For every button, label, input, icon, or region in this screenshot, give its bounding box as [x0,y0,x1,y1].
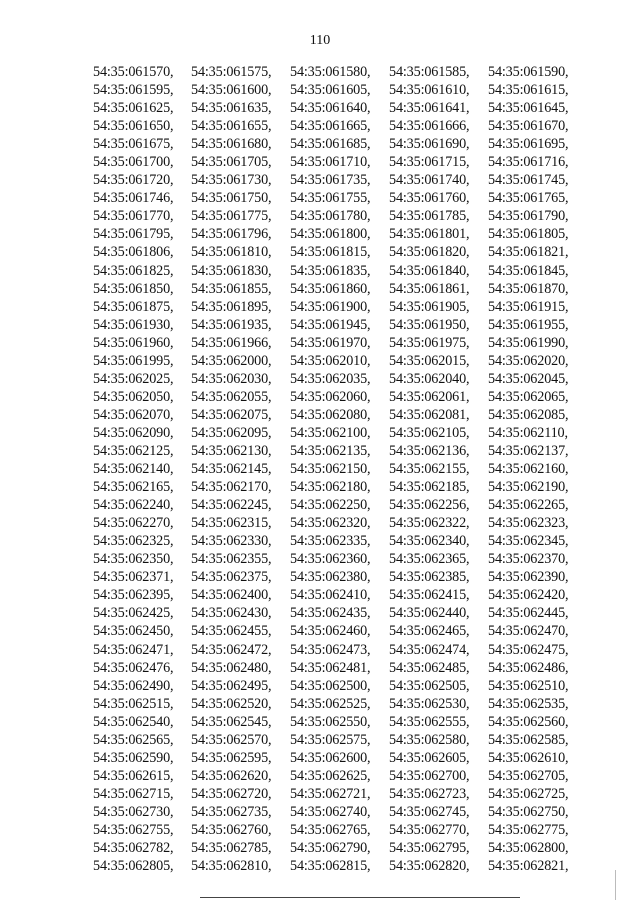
cadastral-number-cell: 54:35:062625, [290,767,371,784]
cadastral-number-cell: 54:35:062570, [191,731,272,748]
cadastral-number-cell: 54:35:061746, [93,190,174,207]
cadastral-number-cell: 54:35:062360, [290,551,371,568]
cadastral-number-cell: 54:35:062345, [488,533,569,550]
bottom-rule [200,897,520,898]
cadastral-number-cell: 54:35:061785, [389,208,470,225]
cadastral-number-cell: 54:35:062750, [488,803,569,820]
cadastral-number-cell: 54:35:062555, [389,713,470,730]
cadastral-number-cell: 54:35:061860, [290,280,371,297]
cadastral-number-cell: 54:35:062070, [93,406,174,423]
cadastral-number-cell: 54:35:062515, [93,695,174,712]
cadastral-number-cell: 54:35:061855, [191,280,272,297]
cadastral-number-cell: 54:35:061765, [488,190,569,207]
cadastral-number-cell: 54:35:062060, [290,388,371,405]
cadastral-number-cell: 54:35:061595, [93,82,174,99]
cadastral-number-cell: 54:35:062322, [389,515,470,532]
cadastral-number-cell: 54:35:061670, [488,118,569,135]
cadastral-number-cell: 54:35:061935, [191,316,272,333]
cadastral-number-cell: 54:35:062155, [389,461,470,478]
cadastral-number-cell: 54:35:061730, [191,172,272,189]
cadastral-number-cell: 54:35:062050, [93,388,174,405]
cadastral-number-cell: 54:35:062265, [488,497,569,514]
cadastral-number-cell: 54:35:061970, [290,334,371,351]
cadastral-number-cell: 54:35:062730, [93,803,174,820]
cadastral-number-cell: 54:35:061735, [290,172,371,189]
cadastral-number-cell: 54:35:062721, [290,785,371,802]
cadastral-number-cell: 54:35:062800, [488,840,569,857]
cadastral-number-cell: 54:35:062740, [290,803,371,820]
cadastral-number-cell: 54:35:062705, [488,767,569,784]
cadastral-number-cell: 54:35:061685, [290,136,371,153]
cadastral-number-cell: 54:35:062476, [93,659,174,676]
cadastral-number-cell: 54:35:062550, [290,713,371,730]
cadastral-number-cell: 54:35:062250, [290,497,371,514]
cadastral-number-cell: 54:35:062130, [191,442,272,459]
cadastral-number-cell: 54:35:062470, [488,623,569,640]
cadastral-number-cell: 54:35:062245, [191,497,272,514]
cadastral-number-cell: 54:35:061955, [488,316,569,333]
cadastral-number-cell: 54:35:062615, [93,767,174,784]
cadastral-number-cell: 54:35:062055, [191,388,272,405]
cadastral-number-cell: 54:35:061750, [191,190,272,207]
cadastral-number-cell: 54:35:062105, [389,424,470,441]
cadastral-number-cell: 54:35:061835, [290,262,371,279]
cadastral-number-cell: 54:35:061966, [191,334,272,351]
cadastral-number-cell: 54:35:061625, [93,100,174,117]
cadastral-number-cell: 54:35:062000, [191,352,272,369]
page-number: 110 [309,33,331,48]
cadastral-number-cell: 54:35:062330, [191,533,272,550]
cadastral-number-cell: 54:35:061585, [389,64,470,80]
cadastral-number-cell: 54:35:062385, [389,569,470,586]
cadastral-number-cell: 54:35:061820, [389,244,470,261]
cadastral-number-cell: 54:35:062785, [191,840,272,857]
cadastral-number-cell: 54:35:061950, [389,316,470,333]
cadastral-number-cell: 54:35:062500, [290,677,371,694]
cadastral-number-cell: 54:35:062782, [93,840,174,857]
cadastral-number-cell: 54:35:061850, [93,280,174,297]
cadastral-number-cell: 54:35:062145, [191,461,272,478]
cadastral-number-cell: 54:35:062540, [93,713,174,730]
cadastral-number-cell: 54:35:062185, [389,479,470,496]
cadastral-number-cell: 54:35:061975, [389,334,470,351]
cadastral-number-cell: 54:35:062795, [389,840,470,857]
cadastral-number-cell: 54:35:062510, [488,677,569,694]
cadastral-number-cell: 54:35:062490, [93,677,174,694]
cadastral-number-cell: 54:35:062375, [191,569,272,586]
cadastral-number-cell: 54:35:062137, [488,442,569,459]
cadastral-number-cell: 54:35:061900, [290,298,371,315]
cadastral-number-cell: 54:35:062325, [93,533,174,550]
cadastral-number-cell: 54:35:061805, [488,226,569,243]
cadastral-number-cell: 54:35:062430, [191,605,272,622]
cadastral-number-cell: 54:35:062240, [93,497,174,514]
cadastral-number-cell: 54:35:061945, [290,316,371,333]
cadastral-number-cell: 54:35:061700, [93,154,174,171]
cadastral-number-cell: 54:35:062420, [488,587,569,604]
cadastral-number-cell: 54:35:061895, [191,298,272,315]
cadastral-number-cell: 54:35:062565, [93,731,174,748]
cadastral-number-cell: 54:35:062160, [488,461,569,478]
cadastral-number-cell: 54:35:062485, [389,659,470,676]
cadastral-number-cell: 54:35:061815, [290,244,371,261]
cadastral-number-cell: 54:35:062320, [290,515,371,532]
cadastral-number-cell: 54:35:062725, [488,785,569,802]
cadastral-number-cell: 54:35:061665, [290,118,371,135]
cadastral-number-cell: 54:35:061720, [93,172,174,189]
cadastral-number-cell: 54:35:062015, [389,352,470,369]
cadastral-number-cell: 54:35:062035, [290,370,371,387]
cadastral-number-cell: 54:35:062371, [93,569,174,586]
cadastral-number-cell: 54:35:061605, [290,82,371,99]
cadastral-number-cell: 54:35:061650, [93,118,174,135]
cadastral-number-cell: 54:35:061715, [389,154,470,171]
cadastral-number-cell: 54:35:061615, [488,82,569,99]
cadastral-number-cell: 54:35:062400, [191,587,272,604]
cadastral-number-cell: 54:35:061610, [389,82,470,99]
cadastral-number-cell: 54:35:062390, [488,569,569,586]
cadastral-number-cell: 54:35:062110, [488,424,568,441]
cadastral-number-cell: 54:35:061810, [191,244,272,261]
cadastral-number-cell: 54:35:062605, [389,749,470,766]
cadastral-number-cell: 54:35:062315, [191,515,272,532]
cadastral-number-cell: 54:35:062535, [488,695,569,712]
cadastral-number-cell: 54:35:062620, [191,767,272,784]
cadastral-number-cell: 54:35:062580, [389,731,470,748]
cadastral-number-cell: 54:35:061755, [290,190,371,207]
cadastral-number-cell: 54:35:062610, [488,749,569,766]
cadastral-number-cell: 54:35:062585, [488,731,569,748]
cadastral-number-cell: 54:35:062455, [191,623,272,640]
cadastral-number-cell: 54:35:061710, [290,154,371,171]
cadastral-number-cell: 54:35:062140, [93,461,174,478]
cadastral-number-cell: 54:35:062335, [290,533,371,550]
cadastral-number-cell: 54:35:061640, [290,100,371,117]
cadastral-number-cell: 54:35:061740, [389,172,470,189]
cadastral-number-cell: 54:35:061800, [290,226,371,243]
cadastral-number-cell: 54:35:061796, [191,226,272,243]
cadastral-number-cell: 54:35:061801, [389,226,470,243]
cadastral-number-cell: 54:35:062765, [290,821,371,838]
cadastral-number-cell: 54:35:062600, [290,749,371,766]
cadastral-number-cell: 54:35:062075, [191,406,272,423]
cadastral-number-cell: 54:35:062380, [290,569,371,586]
cadastral-number-cell: 54:35:061960, [93,334,174,351]
cadastral-number-cell: 54:35:062473, [290,641,371,658]
cadastral-number-cell: 54:35:062770, [389,821,470,838]
cadastral-number-cell: 54:35:062755, [93,821,174,838]
cadastral-number-cell: 54:35:062545, [191,713,272,730]
cadastral-number-cell: 54:35:061840, [389,262,470,279]
cadastral-number-cell: 54:35:062775, [488,821,569,838]
cadastral-number-cell: 54:35:062030, [191,370,272,387]
cadastral-number-cell: 54:35:062525, [290,695,371,712]
cadastral-number-cell: 54:35:062100, [290,424,371,441]
cadastral-number-cell: 54:35:061760, [389,190,470,207]
cadastral-number-cell: 54:35:062180, [290,479,371,496]
cadastral-number-cell: 54:35:062425, [93,605,174,622]
cadastral-number-cell: 54:35:061575, [191,64,272,80]
cadastral-number-cell: 54:35:062061, [389,388,470,405]
cadastral-number-cell: 54:35:062460, [290,623,371,640]
cadastral-number-cell: 54:35:061790, [488,208,569,225]
cadastral-number-cell: 54:35:061990, [488,334,569,351]
cadastral-number-cell: 54:35:062465, [389,623,470,640]
cadastral-number-cell: 54:35:062471, [93,641,174,658]
cadastral-number-cell: 54:35:062025, [93,370,174,387]
cadastral-number-cell: 54:35:062486, [488,659,569,676]
cadastral-number-cell: 54:35:062085, [488,406,569,423]
cadastral-number-cell: 54:35:061570, [93,64,174,80]
cadastral-number-cell: 54:35:062575, [290,731,371,748]
cadastral-number-cell: 54:35:062170, [191,479,272,496]
cadastral-number-cell: 54:35:061680, [191,136,272,153]
cadastral-number-cell: 54:35:062820, [389,858,470,875]
cadastral-number-cell: 54:35:062081, [389,406,470,423]
cadastral-number-cell: 54:35:061821, [488,244,569,261]
cadastral-number-cell: 54:35:061830, [191,262,272,279]
cadastral-number-cell: 54:35:061675, [93,136,174,153]
cadastral-number-cell: 54:35:061690, [389,136,470,153]
cadastral-number-cell: 54:35:061655, [191,118,272,135]
cadastral-number-cell: 54:35:062505, [389,677,470,694]
cadastral-number-cell: 54:35:062475, [488,641,569,658]
cadastral-number-cell: 54:35:061635, [191,100,272,117]
cadastral-number-cell: 54:35:062440, [389,605,470,622]
cadastral-number-cell: 54:35:061825, [93,262,174,279]
cadastral-number-cell: 54:35:062815, [290,858,371,875]
cadastral-number-cell: 54:35:061915, [488,298,569,315]
cadastral-number-cell: 54:35:061580, [290,64,371,80]
cadastral-number-cell: 54:35:062481, [290,659,371,676]
cadastral-number-cell: 54:35:062045, [488,370,569,387]
cadastral-number-cell: 54:35:062323, [488,515,569,532]
cadastral-number-cell: 54:35:061775, [191,208,272,225]
cadastral-number-cell: 54:35:061770, [93,208,174,225]
cadastral-number-cell: 54:35:061716, [488,154,569,171]
cadastral-number-cell: 54:35:062355, [191,551,272,568]
scan-edge-mark [615,870,616,900]
cadastral-number-cell: 54:35:062723, [389,785,470,802]
cadastral-number-cell: 54:35:061641, [389,100,470,117]
cadastral-number-cell: 54:35:061695, [488,136,569,153]
cadastral-number-cell: 54:35:062590, [93,749,174,766]
cadastral-number-cell: 54:35:062350, [93,551,174,568]
cadastral-number-cell: 54:35:062520, [191,695,272,712]
cadastral-number-cell: 54:35:062065, [488,388,569,405]
cadastral-number-cell: 54:35:062745, [389,803,470,820]
cadastral-number-cell: 54:35:061870, [488,280,569,297]
cadastral-number-cell: 54:35:062474, [389,641,470,658]
cadastral-number-cell: 54:35:061861, [389,280,470,297]
cadastral-number-cell: 54:35:062020, [488,352,569,369]
cadastral-number-cell: 54:35:062810, [191,858,272,875]
cadastral-number-cell: 54:35:062480, [191,659,272,676]
cadastral-number-cell: 54:35:062472, [191,641,272,658]
cadastral-number-cell: 54:35:062040, [389,370,470,387]
cadastral-number-cell: 54:35:062090, [93,424,174,441]
cadastral-number-cell: 54:35:062805, [93,858,174,875]
cadastral-number-cell: 54:35:062445, [488,605,569,622]
cadastral-number-cell: 54:35:062735, [191,803,272,820]
cadastral-number-cell: 54:35:061845, [488,262,569,279]
cadastral-number-cell: 54:35:062136, [389,442,470,459]
cadastral-number-cell: 54:35:062410, [290,587,371,604]
cadastral-number-cell: 54:35:062125, [93,442,174,459]
cadastral-number-cell: 54:35:062415, [389,587,470,604]
cadastral-number-cell: 54:35:062760, [191,821,272,838]
cadastral-number-cell: 54:35:062435, [290,605,371,622]
cadastral-number-cell: 54:35:062530, [389,695,470,712]
cadastral-number-cell: 54:35:062270, [93,515,174,532]
cadastral-number-cell: 54:35:062700, [389,767,470,784]
cadastral-number-cell: 54:35:062821, [488,858,569,875]
cadastral-number-cell: 54:35:062395, [93,587,174,604]
cadastral-number-cell: 54:35:062135, [290,442,371,459]
cadastral-number-cell: 54:35:061905, [389,298,470,315]
cadastral-number-cell: 54:35:061645, [488,100,569,117]
cadastral-number-cell: 54:35:061995, [93,352,174,369]
cadastral-number-cell: 54:35:062340, [389,533,470,550]
cadastral-number-cell: 54:35:061780, [290,208,371,225]
cadastral-number-cell: 54:35:061875, [93,298,174,315]
cadastral-number-cell: 54:35:062450, [93,623,174,640]
cadastral-number-cell: 54:35:062595, [191,749,272,766]
cadastral-number-cell: 54:35:062715, [93,785,174,802]
cadastral-number-cell: 54:35:062790, [290,840,371,857]
cadastral-number-cell: 54:35:061600, [191,82,272,99]
cadastral-number-cell: 54:35:061745, [488,172,569,189]
cadastral-number-cell: 54:35:061590, [488,64,569,80]
cadastral-number-cell: 54:35:062095, [191,424,272,441]
cadastral-number-cell: 54:35:061795, [93,226,174,243]
cadastral-number-cell: 54:35:062165, [93,479,174,496]
cadastral-number-cell: 54:35:062256, [389,497,470,514]
cadastral-number-cell: 54:35:062190, [488,479,569,496]
cadastral-number-cell: 54:35:061806, [93,244,174,261]
cadastral-number-cell: 54:35:061705, [191,154,272,171]
cadastral-number-cell: 54:35:062080, [290,406,371,423]
cadastral-number-cell: 54:35:062370, [488,551,569,568]
cadastral-number-table [93,63,586,875]
cadastral-number-cell: 54:35:061666, [389,118,470,135]
cadastral-number-cell: 54:35:062365, [389,551,470,568]
cadastral-number-cell: 54:35:062010, [290,352,371,369]
cadastral-number-cell: 54:35:062720, [191,785,272,802]
cadastral-number-cell: 54:35:062560, [488,713,569,730]
cadastral-number-cell: 54:35:061930, [93,316,174,333]
cadastral-number-cell: 54:35:062495, [191,677,272,694]
cadastral-number-cell: 54:35:062150, [290,461,371,478]
